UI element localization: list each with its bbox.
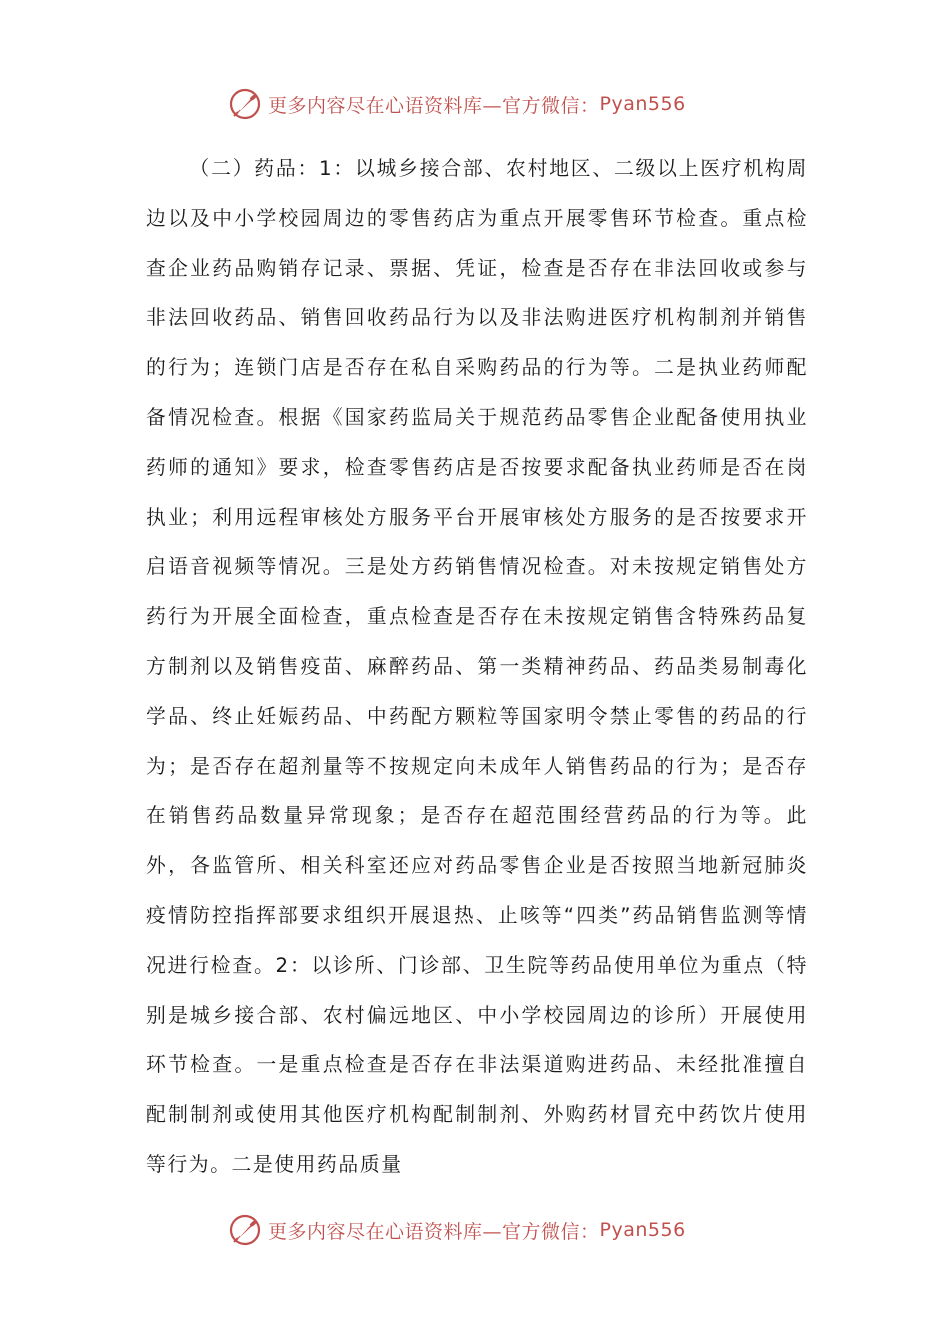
quill-logo-icon [228, 1213, 262, 1247]
body-paragraph: （二）药品：1：以城乡接合部、农村地区、二级以上医疗机构周边以及中小学校园周边的零售药店为重点开展零售环节检查。重点检查企业药品购销存记录、票据、凭证，检查是否存在非法回收或参与非法回收药品、销售回收药品行为以及非法购进医疗机构制剂并销售的行为；连锁门店是否存在私自采购药品的行为等。二是执业药师配备情况检查。根据《国家药监局关于规范药品零售企业配备使用执业药师的通知》要求，检查零售药店是否按要求配备执业药师是否在岗执业；利用远程审核处方服务平台开展审核处方服务的是否按要求开启语音视频等情况。三是处方药销售情况检查。对未按规定销售处方药行为开展全面检查，重点检查是否存在未按规定销售含特殊药品复方制剂以及销售疫苗、麻醉药品、第一类精神药品、药品类易制毒化学品、终止妊娠药品、中药配方颗粒等国家明令禁止零售的药品的行为；是否存在超剂量等不按规定向未成年人销售药品的行为；是否存在销售药品数量异常现象；是否存在超范围经营药品的行为等。此外，各监管所、相关科室还应对药品零售企业是否按照当地新冠肺炎疫情防控指挥部要求组织开展退热、止咳等“四类”药品销售监测等情况进行检查。2：以诊所、门诊部、卫生院等药品使用单位为重点（特别是城乡接合部、农村偏远地区、中小学校园周边的诊所）开展使用环节检查。一是重点检查是否存在非法渠道购进药品、未经批准擅自配制制剂或使用其他医疗机构配制制剂、外购药材冒充中药饮片使用等行为。二是使用药品质量 [146, 157, 808, 1176]
banner-text: 更多内容尽在心语资料库—官方微信： [268, 1220, 600, 1243]
wechat-id: Pyan556 [599, 93, 686, 115]
wechat-id: Pyan556 [599, 1219, 686, 1241]
header-banner [228, 86, 748, 122]
banner-text: 更多内容尽在心语资料库—官方微信： [268, 94, 600, 117]
quill-logo-icon [228, 87, 262, 121]
footer-banner [228, 1212, 748, 1248]
document-body [146, 144, 808, 1184]
